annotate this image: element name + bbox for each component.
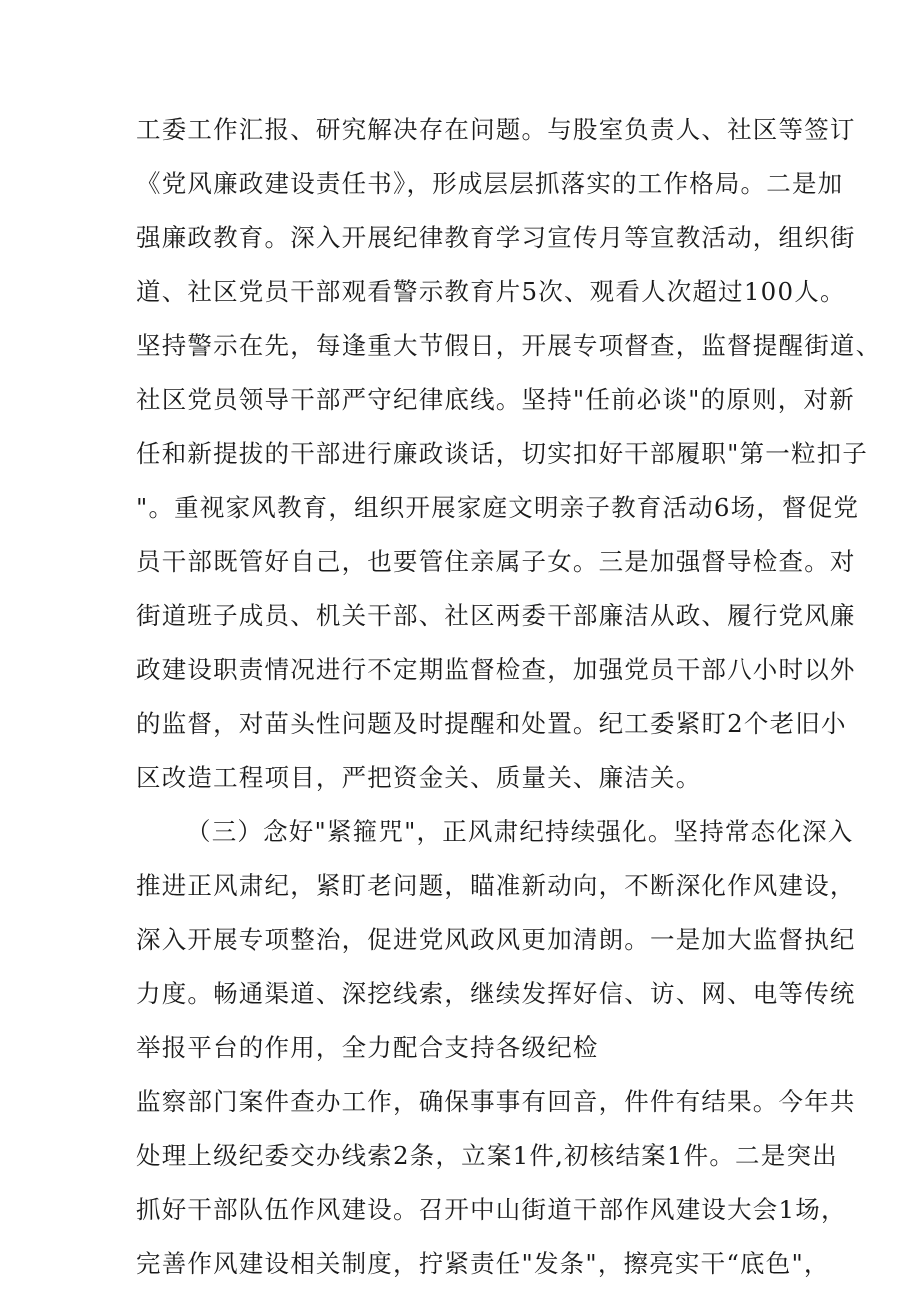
text-line: 监察部门案件查办工作，确保事事有回音，件件有结果。今年共 (136, 1087, 856, 1116)
text-line: 力度。畅通渠道、深挖线索，继续发挥好信、访、网、电等传统 (136, 979, 856, 1008)
text-line: 抓好干部队伍作风建设。召开中山街道干部作风建设大会1场， (136, 1195, 847, 1224)
text-line: 政建设职责情况进行不定期监督检查，加强党员干部八小时以外 (136, 655, 856, 684)
text-line: 道、社区党员干部观看警示教育片5次、观看人次超过100人。 (136, 277, 846, 306)
text-line: 深入开展专项整治，促进党风政风更加清朗。一是加大监督执纪 (136, 925, 856, 954)
text-line: 举报平台的作用，全力配合支持各级纪检 (136, 1033, 599, 1062)
text-line: 任和新提拔的干部进行廉政谈话，切实扣好干部履职"第一粒扣子 (136, 439, 869, 468)
section-heading-line: （三）念好"紧箍咒"，正风肃纪持续强化。坚持常态化深入 (186, 817, 854, 846)
text-line: 处理上级纪委交办线索2条，立案1件,初核结案1件。二是突出 (136, 1141, 838, 1170)
text-line: 的监督，对苗头性问题及时提醒和处置。纪工委紧盯2个老旧小 (136, 709, 847, 738)
text-line: "。重视家风教育，组织开展家庭文明亲子教育活动6场，督促党 (136, 493, 860, 522)
text-line: 工委工作汇报、研究解决存在问题。与股室负责人、社区等签订 (136, 115, 856, 144)
text-line: 社区党员领导干部严守纪律底线。坚持"任前必谈"的原则，对新 (136, 385, 855, 414)
text-line: 完善作风建设相关制度，拧紧责任"发条"，擦亮实干“底色"， (136, 1249, 830, 1278)
text-line: 强廉政教育。深入开展纪律教育学习宣传月等宣教活动，组织街 (136, 223, 856, 252)
text-line: 街道班子成员、机关干部、社区两委干部廉洁从政、履行党风廉 (136, 601, 856, 630)
text-line: 坚持警示在先，每逢重大节假日，开展专项督查，监督提醒街道、 (136, 331, 882, 360)
text-line: 推进正风肃纪，紧盯老问题，瞄准新动向，不断深化作风建设， (136, 871, 856, 900)
text-line: 《党风廉政建设责任书》，形成层层抓落实的工作格局。二是加 (136, 169, 844, 198)
text-line: 员干部既管好自己，也要管住亲属子女。三是加强督导检查。对 (136, 547, 856, 576)
text-line: 区改造工程项目，严把资金关、质量关、廉洁关。 (136, 763, 702, 792)
